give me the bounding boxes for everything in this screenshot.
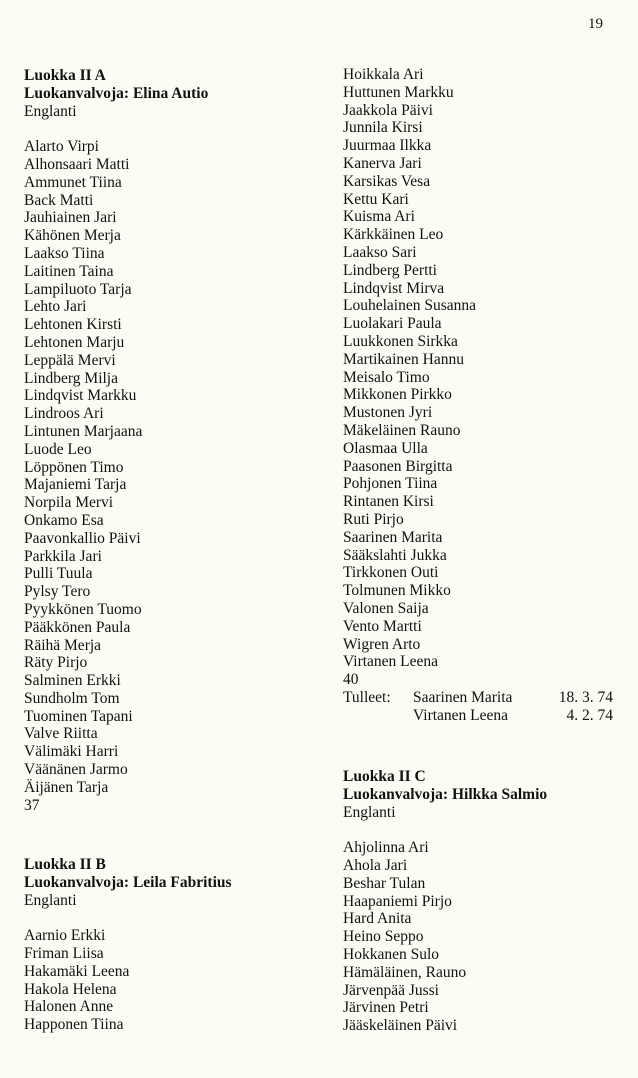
student-name: Saarinen Marita <box>343 528 443 546</box>
student-name: Jauhiainen Jari <box>24 209 117 227</box>
class-c-student-list <box>343 839 547 1035</box>
class-c-section <box>343 768 547 1035</box>
student-name: Parkkila Jari <box>24 547 102 565</box>
student-name: Friman Liisa <box>24 944 104 962</box>
student-name: Alhonsaari Matti <box>24 155 130 173</box>
student-name: Kähönen Merja <box>24 227 121 245</box>
arrival-name: Virtanen Leena <box>413 706 509 724</box>
student-name: Salminen Erkki <box>24 672 121 690</box>
student-name: Äijänen Tarja <box>24 778 109 796</box>
class-b-teacher: Luokanvalvoja: Leila Fabritius <box>24 873 232 891</box>
student-name: Mikkonen Pirkko <box>343 386 452 404</box>
class-b-continued <box>343 66 613 724</box>
arrival-name: Saarinen Marita <box>413 688 513 706</box>
student-name: Laakso Sari <box>343 243 417 261</box>
student-name: Luukkonen Sirkka <box>343 332 458 350</box>
student-name: Välimäki Harri <box>24 743 119 761</box>
class-a-title: Luokka II A <box>24 67 106 84</box>
class-c-title: Luokka II C <box>343 768 426 785</box>
class-c-language: Englanti <box>343 803 396 821</box>
student-name: Valonen Saija <box>343 599 429 617</box>
student-name: Kuisma Ari <box>343 208 415 226</box>
student-name: Mustonen Jyri <box>343 404 433 422</box>
class-a-teacher: Luokanvalvoja: Elina Autio <box>24 84 209 102</box>
arrivals-label: Tulleet: <box>343 688 391 706</box>
class-b-section <box>24 856 232 1034</box>
student-name: Lehtonen Kirsti <box>24 316 122 334</box>
student-name: Paasonen Birgitta <box>343 457 453 475</box>
student-name: Heino Seppo <box>343 928 424 946</box>
student-name: Hokkanen Sulo <box>343 945 440 963</box>
class-b-language: Englanti <box>24 891 77 909</box>
student-name: Tolmunen Mikko <box>343 582 451 600</box>
student-name: Meisalo Timo <box>343 368 430 386</box>
student-name: Pääkkönen Paula <box>24 618 131 636</box>
student-name: Luolakari Paula <box>343 315 442 333</box>
student-name: Pylsy Tero <box>24 583 91 601</box>
student-name: Luode Leo <box>24 440 92 458</box>
student-name: Järvinen Petri <box>343 999 429 1017</box>
student-name: Virtanen Leena <box>343 653 439 671</box>
student-name: Halonen Anne <box>24 998 114 1016</box>
student-name: Mäkeläinen Rauno <box>343 421 461 439</box>
student-name: Huttunen Markku <box>343 83 454 101</box>
student-name: Lintunen Marjaana <box>24 422 143 440</box>
student-name: Laakso Tiina <box>24 244 105 262</box>
student-name: Lindberg Pertti <box>343 261 437 279</box>
student-name: Alarto Virpi <box>24 138 99 156</box>
class-a-student-list <box>24 138 208 796</box>
class-a-count: 37 <box>24 796 40 814</box>
arrival-row <box>343 689 613 707</box>
student-name: Karsikas Vesa <box>343 172 431 190</box>
student-name: Hakamäki Leena <box>24 962 130 980</box>
student-name: Hard Anita <box>343 910 412 928</box>
student-name: Hakola Helena <box>24 980 117 998</box>
class-a-language: Englanti <box>24 102 77 120</box>
student-name: Räty Pirjo <box>24 654 88 672</box>
student-name: Martikainen Hannu <box>343 350 464 368</box>
student-name: Kanerva Jari <box>343 154 422 172</box>
student-name: Haapaniemi Pirjo <box>343 892 452 910</box>
student-name: Tirkkonen Outi <box>343 564 439 582</box>
student-name: Rintanen Kirsi <box>343 493 434 511</box>
student-name: Lindberg Milja <box>24 369 118 387</box>
student-name: Löppönen Timo <box>24 458 124 476</box>
student-name: Lehto Jari <box>24 298 87 316</box>
student-name: Pohjonen Tiina <box>343 475 438 493</box>
student-name: Järvenpää Jussi <box>343 981 439 999</box>
student-name: Juurmaa Ilkka <box>343 137 432 155</box>
student-name: Ahola Jari <box>343 856 408 874</box>
student-name: Beshar Tulan <box>343 874 426 892</box>
student-name: Pyykkönen Tuomo <box>24 600 142 618</box>
student-name: Vento Martti <box>343 617 422 635</box>
student-name: Hoikkala Ari <box>343 66 424 83</box>
student-name: Junnila Kirsi <box>343 119 423 137</box>
class-b-student-list <box>24 927 232 1034</box>
student-name: Norpila Mervi <box>24 494 114 512</box>
student-name: Back Matti <box>24 191 94 209</box>
student-name: Lehtonen Marju <box>24 333 125 351</box>
student-name: Lindqvist Mirva <box>343 279 445 297</box>
student-name: Jaakkola Päivi <box>343 101 433 119</box>
student-name: Räihä Merja <box>24 636 102 654</box>
student-name: Tuominen Tapani <box>24 707 133 725</box>
student-name: Happonen Tiina <box>24 1016 124 1034</box>
student-name: Kärkkäinen Leo <box>343 226 444 244</box>
student-name: Ruti Pirjo <box>343 510 404 528</box>
student-name: Majaniemi Tarja <box>24 476 127 494</box>
arrival-date: 18. 3. 74 <box>558 688 613 706</box>
student-name: Jääskeläinen Päivi <box>343 1017 458 1035</box>
class-b-student-list-continued <box>343 66 613 671</box>
student-name: Lindroos Ari <box>24 405 104 423</box>
student-name: Louhelainen Susanna <box>343 297 477 315</box>
student-name: Ahjolinna Ari <box>343 839 429 857</box>
student-name: Sääkslahti Jukka <box>343 546 447 564</box>
student-name: Aarnio Erkki <box>24 927 106 945</box>
student-name: Olasmaa Ulla <box>343 439 428 457</box>
student-name: Hämäläinen, Rauno <box>343 963 467 981</box>
student-name: Kettu Kari <box>343 190 409 208</box>
student-name: Valve Riitta <box>24 725 98 743</box>
student-name: Laitinen Taina <box>24 262 114 280</box>
class-b-count: 40 <box>343 671 359 689</box>
student-name: Onkamo Esa <box>24 511 104 529</box>
student-name: Paavonkallio Päivi <box>24 529 141 547</box>
student-name: Ammunet Tiina <box>24 173 122 191</box>
class-c-teacher: Luokanvalvoja: Hilkka Salmio <box>343 785 548 803</box>
student-name: Lindqvist Markku <box>24 387 137 405</box>
arrival-row <box>343 707 613 725</box>
student-name: Leppälä Mervi <box>24 351 116 369</box>
student-name: Väänänen Jarmo <box>24 761 128 779</box>
student-name: Sundholm Tom <box>24 689 120 707</box>
student-name: Wigren Arto <box>343 635 421 653</box>
arrival-date: 4. 2. 74 <box>566 706 613 724</box>
class-a-section <box>24 67 208 814</box>
student-name: Pulli Tuula <box>24 565 93 583</box>
student-name: Lampiluoto Tarja <box>24 280 132 298</box>
class-b-title: Luokka II B <box>24 856 106 873</box>
page-number: 19 <box>588 16 603 32</box>
